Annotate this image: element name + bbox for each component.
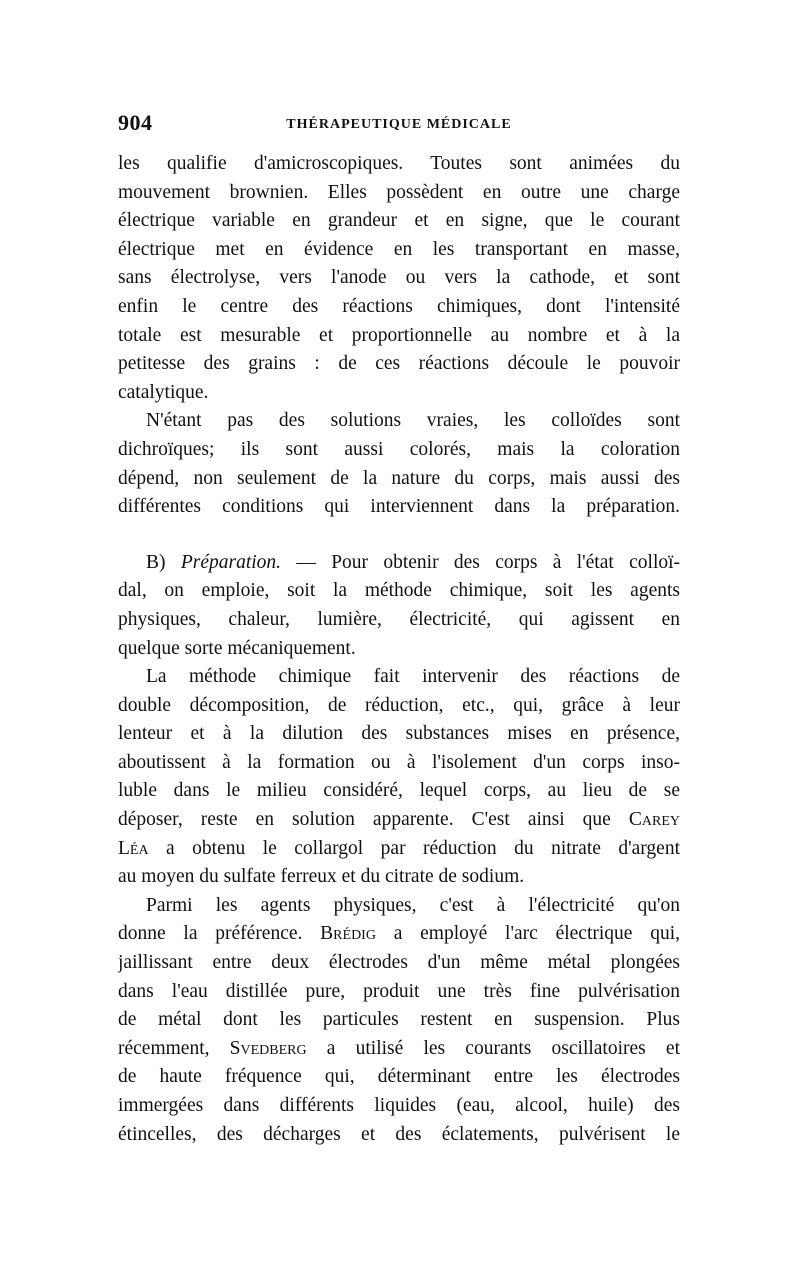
text-line: enfin le centre des réactions chimiques, dont l'intensité	[118, 295, 680, 317]
section-dash: —	[281, 551, 332, 573]
text-line: quelque sorte mécaniquement.	[118, 637, 356, 659]
text-line: mouvement brownien. Elles possèdent en outre une charge	[118, 181, 680, 203]
running-title: THÉRAPEUTIQUE MÉDICALE	[286, 117, 512, 132]
text-segment: a employé l'arc électrique qui,	[375, 923, 680, 945]
text-line: catalytique.	[118, 381, 209, 403]
text-line: luble dans le milieu considéré, lequel corps, au lieu de se	[118, 780, 680, 802]
text-segment: récemment,	[118, 1037, 230, 1059]
text-line: de haute fréquence qui, déterminant entre les électrodes	[118, 1066, 680, 1088]
author-name: Brédig	[320, 923, 376, 945]
paragraph-chemical-method	[118, 663, 680, 892]
running-head	[118, 110, 680, 144]
section-title: Préparation.	[180, 551, 282, 573]
text-line: électrique variable en grandeur et en signe, que le courant	[118, 210, 680, 232]
text-line: aboutissent à la formation ou à l'isolement d'un corps inso-	[118, 751, 680, 773]
section-heading-line	[118, 549, 680, 578]
author-name: Léa	[118, 837, 149, 859]
text-line	[118, 806, 680, 835]
paragraph-continued	[118, 150, 680, 407]
text-line: sans électrolyse, vers l'anode ou vers la cathode, et sont	[118, 267, 680, 289]
text-line: dans l'eau distillée pure, produit une très fine pulvérisation	[118, 980, 680, 1002]
text-line: dépend, non seulement de la nature du corps, mais aussi des	[118, 467, 680, 489]
page-number: 904	[118, 110, 153, 135]
section-b-preparation	[118, 549, 680, 663]
section-first-line-rest: Pour obtenir des corps à l'état colloï-	[331, 551, 680, 573]
text-line: dichroïques; ils sont aussi colorés, mais la coloration	[118, 438, 680, 460]
text-line: physiques, chaleur, lumière, électricité, qui agissent en	[118, 608, 680, 630]
text-line: immergées dans différents liquides (eau, alcool, huile) des	[118, 1095, 680, 1116]
text-line: au moyen du sulfate ferreux et du citrate de sodium.	[118, 866, 525, 888]
text-segment: donne la préférence.	[118, 923, 321, 945]
text-segment: déposer, reste en solution apparente. C'est ainsi que	[118, 809, 629, 831]
text-line: La méthode chimique fait intervenir des réactions de	[146, 666, 680, 688]
text-line: lenteur et à la dilution des substances mises en présence,	[118, 723, 680, 745]
text-segment: a obtenu le collargol par réduction du nitrate d'argent	[148, 837, 680, 859]
text-line: de métal dont les particules restent en suspension. Plus	[118, 1009, 680, 1031]
text-line: étincelles, des décharges et des éclatements, pulvérisent le	[118, 1123, 680, 1145]
text-line: dal, on emploie, soit la méthode chimique, soit les agents	[118, 580, 680, 602]
text-line: double décomposition, de réduction, etc., qui, grâce à leur	[118, 694, 680, 716]
text-line: les qualifie d'amicroscopiques. Toutes sont animées du	[118, 153, 680, 174]
paragraph-physical-agents	[118, 892, 680, 1149]
section-spacer	[118, 522, 680, 549]
text-line: jaillissant entre deux électrodes d'un même métal plongées	[118, 952, 680, 974]
author-name: Carey	[628, 809, 680, 831]
paragraph-colloids-dichroic	[118, 407, 680, 521]
text-line: Parmi les agents physiques, c'est à l'électricité qu'on	[146, 894, 680, 916]
text-line: petitesse des grains : de ces réactions découle le pouvoir	[118, 353, 680, 375]
text-segment: a utilisé les courants oscillatoires et	[306, 1037, 680, 1059]
body-text	[118, 150, 680, 1149]
text-line: N'étant pas des solutions vraies, les colloïdes sont	[146, 410, 680, 432]
text-line	[118, 920, 680, 949]
text-line	[118, 1035, 680, 1064]
text-line: électrique met en évidence en les transportant en masse,	[118, 238, 680, 260]
text-line	[118, 835, 680, 864]
section-label: B)	[146, 551, 166, 573]
author-name: Svedberg	[229, 1037, 307, 1059]
text-line: totale est mesurable et proportionnelle au nombre et à la	[118, 324, 680, 346]
text-line: différentes conditions qui interviennent dans la préparation.	[118, 496, 680, 518]
